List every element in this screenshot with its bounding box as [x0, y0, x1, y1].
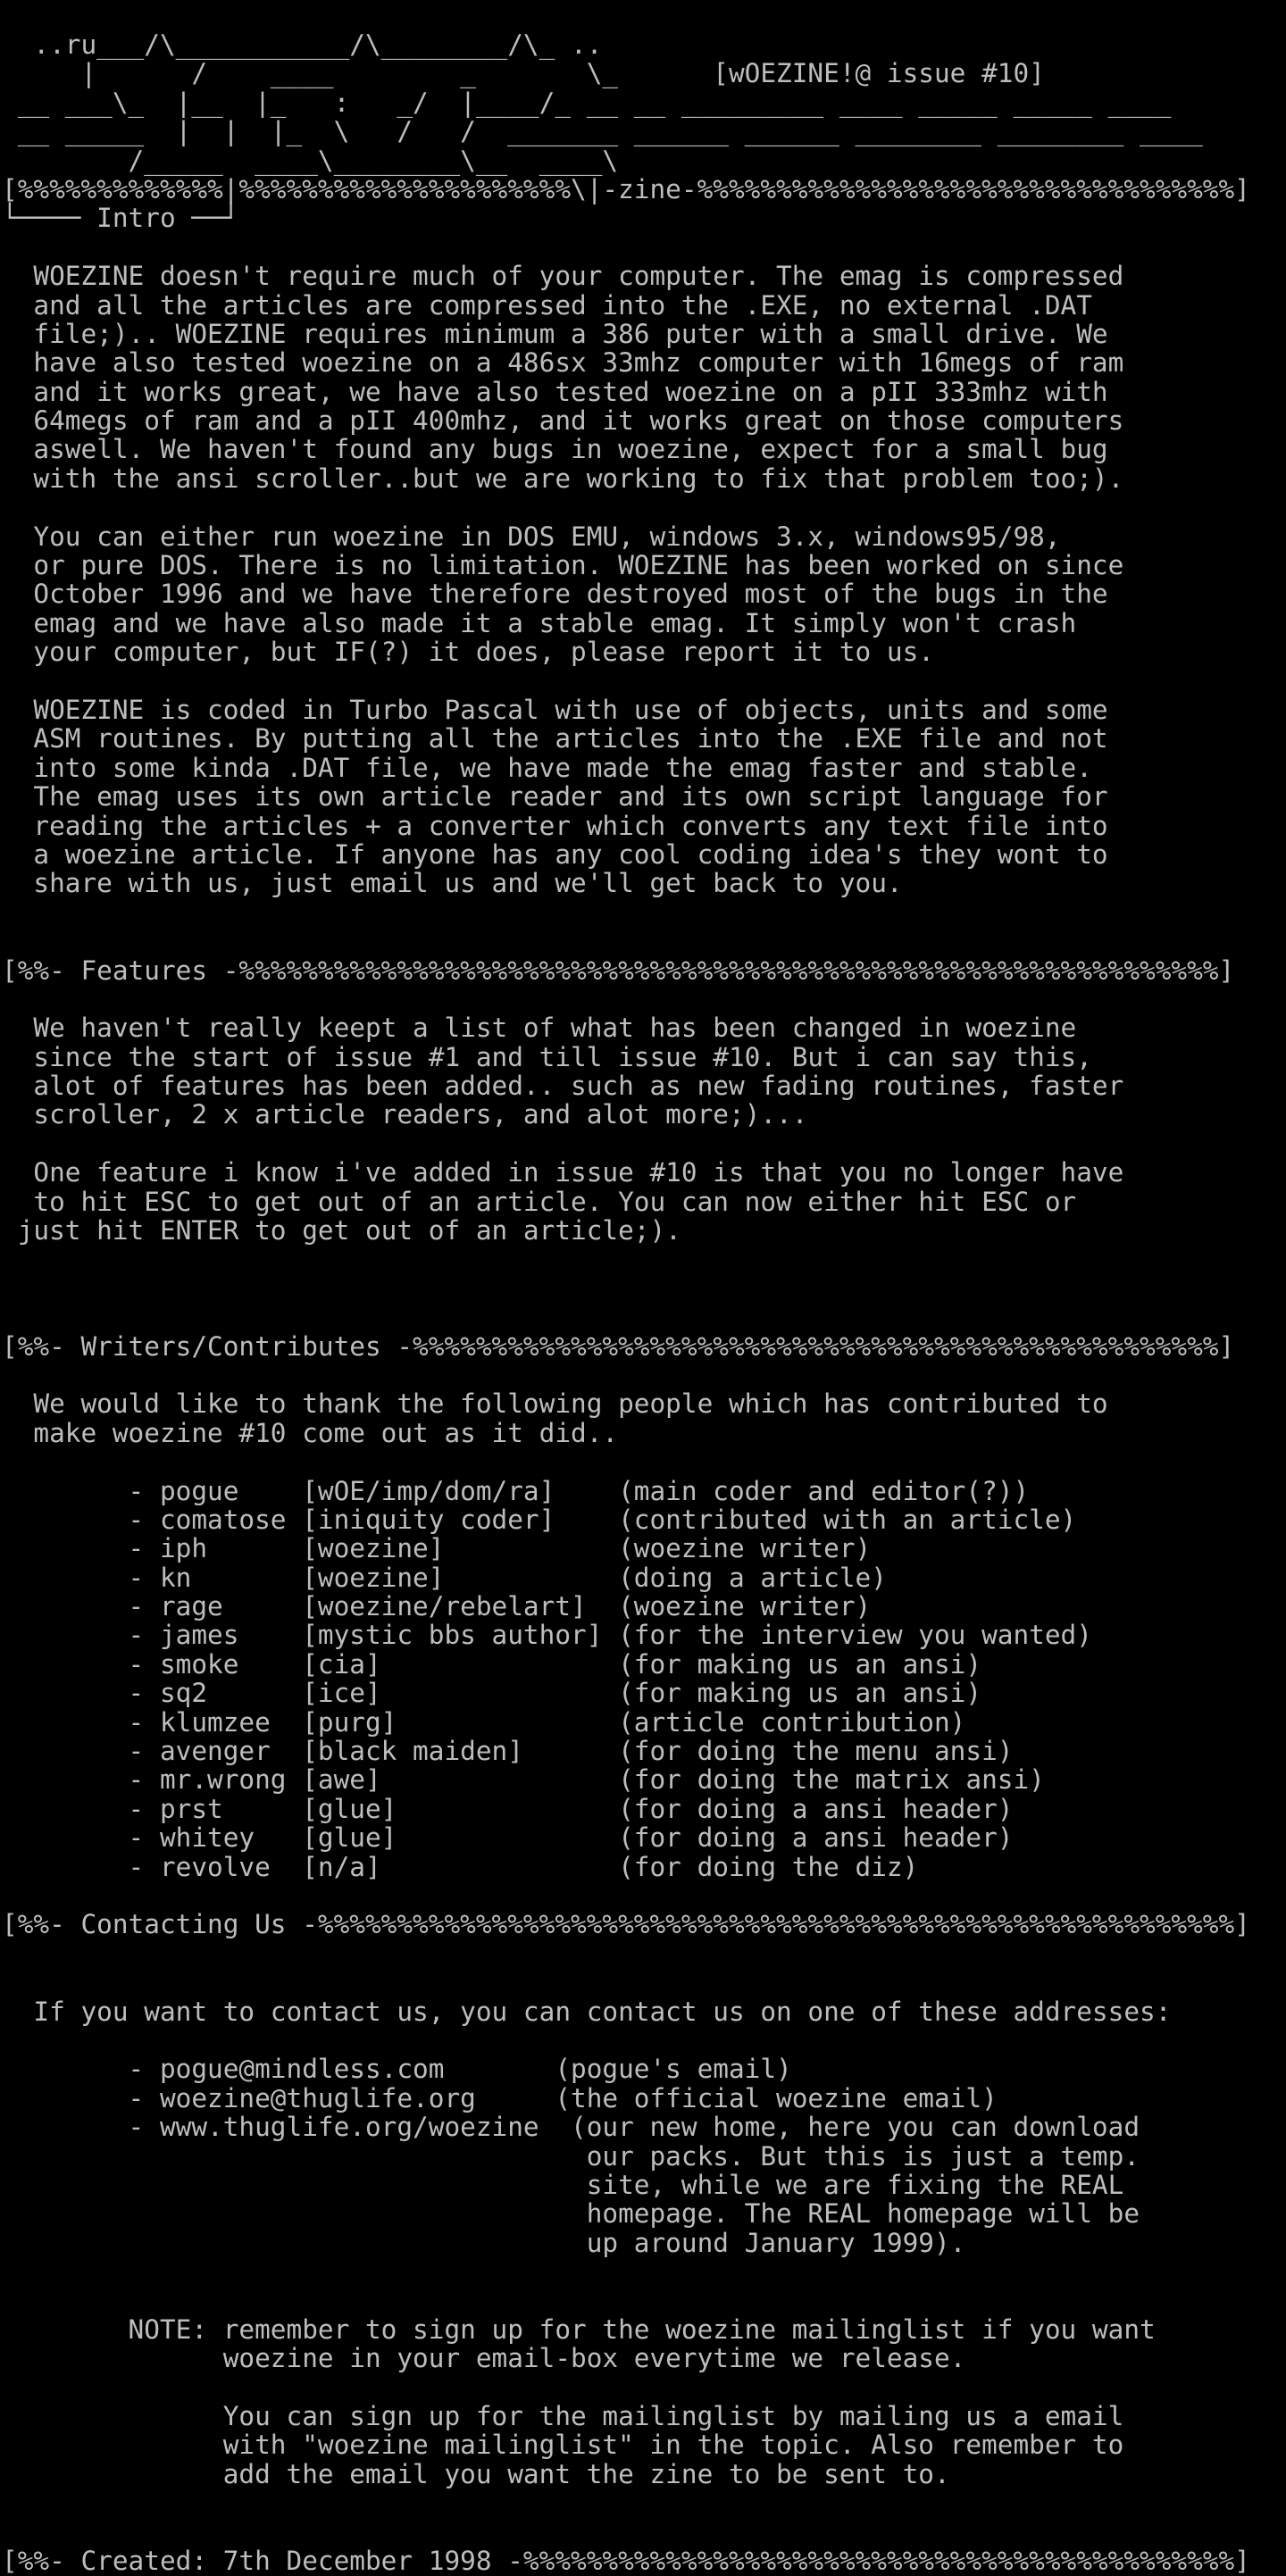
contributor-list-line: - prst [glue] (for doing a ansi header) — [2, 1793, 1014, 1824]
intro-paragraph-1-line: file;).. WOEZINE requires minimum a 386 puter with a small drive. We — [2, 318, 1108, 349]
blank-line — [2, 1939, 1286, 1968]
writers-intro-line: make woezine #10 come out as it did.. — [2, 1417, 619, 1448]
features-paragraph-1-line: since the start of issue #1 and till issue #10. But i can say this, — [2, 1041, 1092, 1072]
note-paragraph-line: woezine in your email-box everytime we release. — [2, 2343, 966, 2374]
contact-address-list-line: - www.thuglife.org/woezine (our new home, here you can download — [2, 2112, 1140, 2143]
blank-line — [2, 1130, 1286, 1158]
blank-line — [2, 1245, 1286, 1273]
blank-line — [2, 985, 1286, 1013]
contributor-list-line: - mr.wrong [awe] (for doing the matrix ansi) — [2, 1764, 1045, 1796]
contact-intro-line: If you want to contact us, you can contact us on one of these addresses: — [2, 1996, 1172, 2027]
header-art-line: | / ____ _ \_ [wOEZINE!@ issue #10] — [2, 58, 1045, 89]
contributor-list-line: - iph [woezine] (woezine writer) — [2, 1533, 872, 1564]
blank-line — [2, 2518, 1286, 2547]
contact-address-list-line: - woezine@thuglife.org (the official woezine email) — [2, 2082, 998, 2113]
features-paragraph-1-line: scroller, 2 x article readers, and alot more;)... — [2, 1099, 808, 1130]
contact-address-list-line: our packs. But this is just a temp. — [2, 2140, 1140, 2172]
features-paragraph-2-line: just hit ENTER to get out of an article;). — [2, 1215, 681, 1246]
contributor-list-line: - whitey [glue] (for doing a ansi header) — [2, 1822, 1014, 1854]
features-banner-line: [%%- Features -%%%%%%%%%%%%%%%%%%%%%%%%%%%%%%%%%%%%%%%%%%%%%%%%%%%%%%%%%%%%%%] — [2, 955, 1235, 986]
intro-section-label-line: └──── Intro ──┘ — [2, 203, 239, 234]
features-paragraph-1-line: alot of features has been added.. such as new fading routines, faster — [2, 1071, 1124, 1102]
intro-paragraph-3-line: ASM routines. By putting all the articles into the .EXE file and not — [2, 723, 1108, 754]
signup-paragraph-line: with "woezine mailinglist" in the topic. Also remember to — [2, 2430, 1124, 2461]
contributor-list-line: - klumzee [purg] (article contribution) — [2, 1706, 966, 1738]
features-paragraph-2-line: to hit ESC to get out of an article. You can now either hit ESC or — [2, 1186, 1077, 1217]
contact-address-list-line: homepage. The REAL homepage will be — [2, 2198, 1140, 2230]
features-paragraph-1-line: We haven't really keept a list of what has been changed in woezine — [2, 1013, 1077, 1044]
signup-paragraph-line: You can sign up for the mailinglist by mailing us a email — [2, 2401, 1124, 2432]
note-paragraph-line: NOTE: remember to sign up for the woezine mailinglist if you want — [2, 2313, 1156, 2345]
intro-paragraph-2-line: or pure DOS. There is no limitation. WOEZINE has been worked on since — [2, 550, 1124, 581]
blank-line — [2, 2026, 1286, 2055]
blank-line — [2, 493, 1286, 521]
contact-address-list-line: up around January 1999). — [2, 2227, 966, 2258]
writers-intro-line: We would like to thank the following people which has contributed to — [2, 1388, 1108, 1420]
contributor-list-line: - revolve [n/a] (for doing the diz) — [2, 1851, 919, 1882]
contact-address-list-line: site, while we are fixing the REAL — [2, 2169, 1124, 2200]
intro-paragraph-1-line: and all the articles are compressed into the .EXE, no external .DAT — [2, 289, 1092, 321]
blank-line — [2, 1968, 1286, 1997]
intro-paragraph-1-line: have also tested woezine on a 486sx 33mhz computer with 16megs of ram — [2, 347, 1124, 379]
intro-paragraph-1-line: aswell. We haven't found any bugs in woezine, expect for a small bug — [2, 434, 1108, 465]
blank-line — [2, 927, 1286, 955]
blank-line — [2, 1447, 1286, 1476]
blank-line — [2, 1361, 1286, 1389]
intro-paragraph-3-line: reading the articles + a converter which converts any text file into — [2, 810, 1108, 841]
blank-line — [2, 233, 1286, 262]
intro-paragraph-2-line: You can either run woezine in DOS EMU, windows 3.x, windows95/98, — [2, 521, 1061, 552]
contact-address-list-line: - pogue@mindless.com (pogue's email) — [2, 2054, 792, 2085]
contributor-list-line: - comatose [iniquity coder] (contributed with an article) — [2, 1504, 1077, 1535]
writers-banner-line: [%%- Writers/Contributes -%%%%%%%%%%%%%%%%%%%%%%%%%%%%%%%%%%%%%%%%%%%%%%%%%%%] — [2, 1330, 1235, 1362]
blank-line — [2, 1881, 1286, 1910]
header-art-line: __ ___\_ |__ |_ : _/ |____/_ __ __ _________ ____ _____ _____ ____ — [2, 87, 1172, 118]
intro-paragraph-3-line: WOEZINE is coded in Turbo Pascal with use of objects, units and some — [2, 694, 1108, 725]
signup-paragraph-line: add the email you want the zine to be sent to. — [2, 2458, 950, 2489]
intro-paragraph-1-line: WOEZINE doesn't require much of your computer. The emag is compressed — [2, 261, 1124, 292]
header-art-line: ..ru___/\___________/\________/\_ .. — [2, 29, 603, 60]
contributor-list-line: - sq2 [ice] (for making us an ansi) — [2, 1678, 982, 1709]
features-paragraph-2-line: One feature i know i've added in issue #10 is that you no longer have — [2, 1157, 1124, 1188]
blank-line — [2, 1303, 1286, 1331]
intro-paragraph-1-line: and it works great, we have also tested woezine on a pII 333mhz with — [2, 376, 1108, 407]
blank-line — [2, 667, 1286, 696]
blank-line — [2, 2488, 1286, 2517]
intro-paragraph-2-line: emag and we have also made it a stable emag. It simply won't crash — [2, 607, 1077, 638]
created-banner-line: [%%- Created: 7th December 1998 -%%%%%%%%%%%%%%%%%%%%%%%%%%%%%%%%%%%%%%%%%%%%%] — [2, 2545, 1250, 2576]
zine-banner-line: [%%%%%%%%%%%%%|%%%%%%%%%%%%%%%%%%%%%\|-zine-%%%%%%%%%%%%%%%%%%%%%%%%%%%%%%%%%%] — [2, 173, 1250, 204]
header-art-line: /_____ ____\________\__ ____\ — [2, 145, 619, 176]
intro-paragraph-1-line: 64megs of ram and a pII 400mhz, and it works great on those computers — [2, 405, 1124, 437]
header-art-line: __ _____ | | |_ \ / / _______ ______ ______ ________ ________ ____ — [2, 116, 1203, 147]
blank-line — [2, 1274, 1286, 1303]
contributor-list-line: - avenger [black maiden] (for doing the menu ansi) — [2, 1736, 1014, 1767]
intro-paragraph-3-line: into some kinda .DAT file, we have made the emag faster and stable. — [2, 752, 1092, 783]
intro-paragraph-1-line: with the ansi scroller..but we are working to fix that problem too;). — [2, 463, 1124, 494]
contributor-list-line: - rage [woezine/rebelart] (woezine writer) — [2, 1591, 872, 1622]
contributor-list-line: - pogue [wOE/imp/dom/ra] (main coder and editor(?)) — [2, 1475, 1030, 1506]
intro-paragraph-3-line: share with us, just email us and we'll get back to you. — [2, 868, 903, 899]
blank-line — [2, 2286, 1286, 2314]
contributor-list-line: - kn [woezine] (doing a article) — [2, 1562, 887, 1593]
intro-paragraph-2-line: your computer, but IF(?) it does, please report it to us. — [2, 637, 934, 668]
blank-line — [2, 2257, 1286, 2286]
contributor-list-line: - james [mystic bbs author] (for the interview you wanted) — [2, 1620, 1092, 1651]
intro-paragraph-3-line: The emag uses its own article reader and its own script language for — [2, 781, 1108, 813]
blank-line — [2, 2373, 1286, 2402]
blank-line — [2, 898, 1286, 927]
contributor-list-line: - smoke [cia] (for making us an ansi) — [2, 1648, 982, 1680]
contacting-banner-line: [%%- Contacting Us -%%%%%%%%%%%%%%%%%%%%%%%%%%%%%%%%%%%%%%%%%%%%%%%%%%%%%%%%%%] — [2, 1909, 1250, 1940]
intro-paragraph-2-line: October 1996 and we have therefore destroyed most of the bugs in the — [2, 579, 1108, 610]
intro-paragraph-3-line: a woezine article. If anyone has any cool coding idea's they wont to — [2, 838, 1108, 870]
